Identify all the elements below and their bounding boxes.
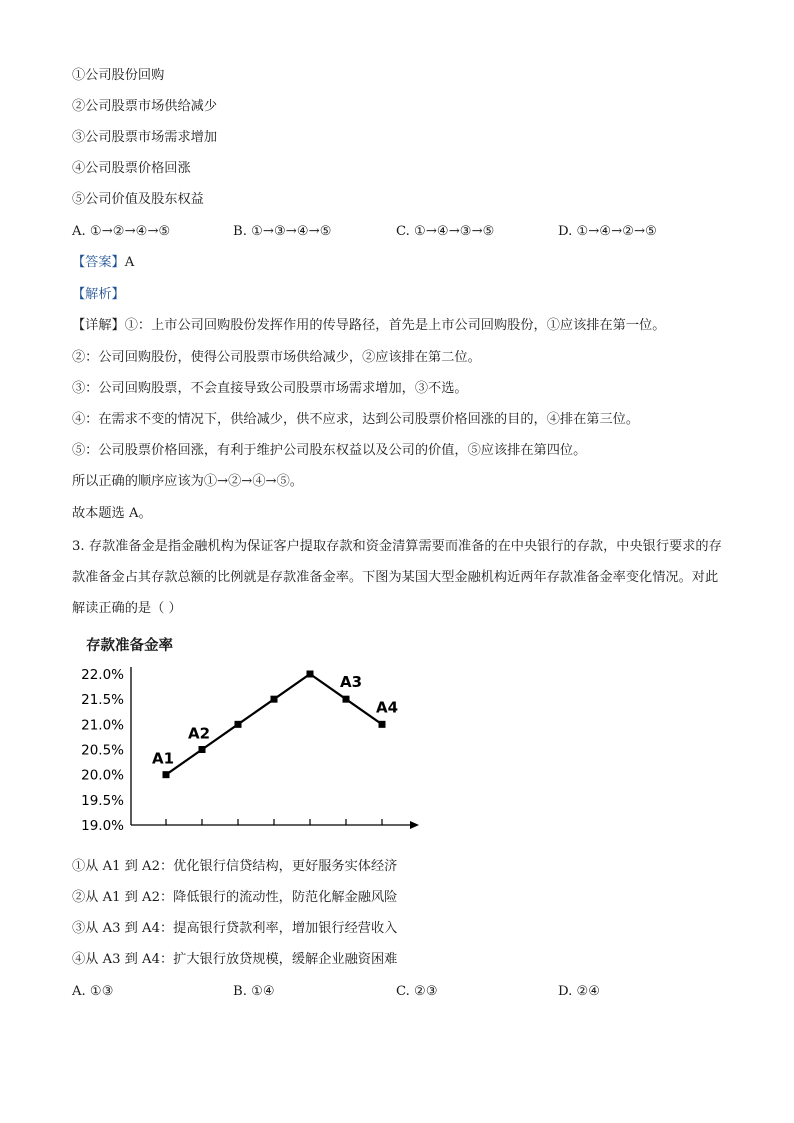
detail-text-1: ①：上市公司回购股份发挥作用的传导路径，首先是上市公司回购股份，①应该排在第一位。 bbox=[124, 318, 666, 333]
detail-line-4: ④：在需求不变的情况下，供给减少，供不应求，达到公司股票价格回涨的目的，④排在第三位。 bbox=[72, 412, 640, 427]
y-tick-label: 22.0% bbox=[81, 667, 124, 683]
data-point bbox=[199, 746, 206, 753]
q2-item-4: ④公司股票价格回涨 bbox=[72, 161, 191, 176]
y-tick-label: 19.0% bbox=[81, 818, 124, 834]
detail-line-1 bbox=[72, 316, 665, 336]
choice-line: 故本题选 A。 bbox=[72, 506, 152, 521]
data-point bbox=[379, 721, 386, 728]
y-tick-label: 20.5% bbox=[81, 742, 124, 759]
q3-item-3: ③从 A3 到 A4：提高银行贷款利率，增加银行经营收入 bbox=[72, 921, 398, 936]
point-label: A1 bbox=[152, 749, 175, 768]
y-tick-label: 20.0% bbox=[81, 767, 124, 784]
detail-line-3: ③：公司回购股票，不会直接导致公司股票市场需求增加，③不选。 bbox=[72, 381, 468, 396]
q3-option-c: C. ②③ bbox=[396, 984, 438, 999]
data-point bbox=[271, 696, 278, 703]
data-point bbox=[307, 671, 314, 678]
q2-item-3: ③公司股票市场需求增加 bbox=[72, 130, 218, 145]
y-tick-label: 21.0% bbox=[81, 717, 124, 734]
detail-line-2: ②：公司回购股份，使得公司股票市场供给减少，②应该排在第二位。 bbox=[72, 350, 481, 365]
q2-option-d: D. ①→④→②→⑤ bbox=[558, 224, 657, 239]
y-tick-labels bbox=[81, 667, 124, 834]
q3-item-1: ①从 A1 到 A2：优化银行信贷结构，更好服务实体经济 bbox=[72, 859, 398, 874]
point-label: A2 bbox=[188, 724, 211, 743]
q3-option-d: D. ②④ bbox=[558, 984, 601, 999]
q2-option-b: B. ①→③→④→⑤ bbox=[233, 224, 332, 239]
q3-item-2: ②从 A1 到 A2：降低银行的流动性，防范化解金融风险 bbox=[72, 890, 398, 905]
conclusion-line: 所以正确的顺序应该为①→②→④→⑤。 bbox=[72, 474, 303, 489]
analysis-label: 【解析】 bbox=[72, 287, 125, 302]
data-point bbox=[235, 721, 242, 728]
y-tick-label: 21.5% bbox=[81, 692, 124, 709]
detail-tag: 【详解】 bbox=[72, 318, 125, 333]
q3-stem-text: 3. 存款准备金是指金融机构为保证客户提取存款和资金清算需要而准备的在中央银行的存款，中央银行要求的存款准备金占其存款总额的比例就是存款准备金率。下图为某国大型金融机构近两年存款准备金率变化情况。对此解读正确的是（ ） bbox=[72, 539, 722, 616]
data-point bbox=[343, 696, 350, 703]
reserve-ratio-chart bbox=[0, 640, 460, 840]
q3-stem bbox=[72, 531, 724, 624]
q2-item-1: ①公司股份回购 bbox=[72, 68, 165, 83]
q2-item-2: ②公司股票市场供给减少 bbox=[72, 99, 218, 114]
point-labels bbox=[152, 673, 398, 768]
q3-item-4: ④从 A3 到 A4：扩大银行放贷规模，缓解企业融资困难 bbox=[72, 952, 398, 967]
analysis-tag bbox=[72, 285, 125, 305]
chart-title: 存款准备金率 bbox=[86, 638, 173, 654]
answer-value: A bbox=[124, 255, 135, 270]
q3-option-b: B. ①④ bbox=[233, 984, 275, 999]
q2-option-c: C. ①→④→③→⑤ bbox=[396, 224, 495, 239]
x-axis-arrow bbox=[410, 821, 419, 829]
detail-line-5: ⑤：公司股票价格回涨，有利于维护公司股东权益以及公司的价值，⑤应该排在第四位。 bbox=[72, 443, 587, 458]
point-label: A4 bbox=[376, 698, 399, 717]
q3-option-a: A. ①③ bbox=[72, 984, 114, 999]
q2-option-a: A. ①→②→④→⑤ bbox=[72, 224, 171, 239]
point-label: A3 bbox=[340, 673, 363, 692]
x-ticks bbox=[166, 819, 382, 825]
answer-line bbox=[72, 253, 134, 273]
data-point bbox=[163, 771, 170, 778]
answer-tag: 【答案】 bbox=[72, 255, 125, 270]
q2-item-5: ⑤公司价值及股东权益 bbox=[72, 192, 204, 207]
y-tick-label: 19.5% bbox=[81, 792, 124, 809]
